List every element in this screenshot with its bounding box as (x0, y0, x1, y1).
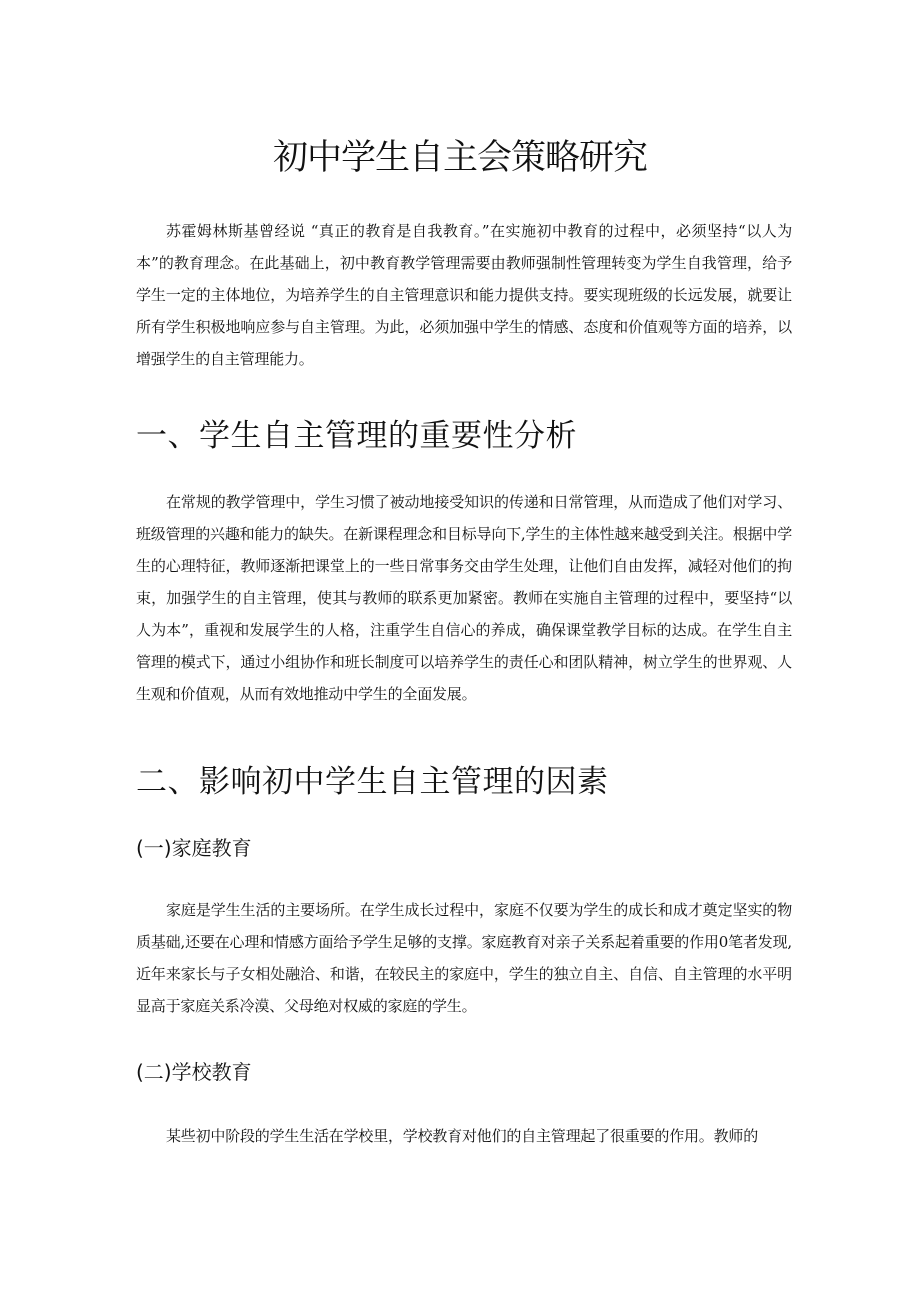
subsection-school-heading: (二)学校教育 (136, 1060, 252, 1084)
subsection-family-heading: (一)家庭教育 (136, 836, 252, 860)
section-2-heading: 二、影响初中学生自主管理的因素 (136, 764, 609, 800)
intro-paragraph: 苏霍姆林斯基曾经说 “真正的教育是自我教育。”在实施初中教育的过程中，必须坚持“以人为本”的教育理念。在此基础上，初中教育教学管理需要由教师强制性管理转变为学生自我管理，给予学生一定的主体地位，为培养学生的自主管理意识和能力提供支持。要实现班级的长远发展，就要让所有学生积极地响应参与自主管理。为此，必须加强中学生的情感、态度和价值观等方面的培养，以增强学生的自主管理能力。 (136, 222, 792, 368)
section-1-heading: 一、学生自主管理的重要性分析 (136, 418, 577, 454)
subsection-family-paragraph: 家庭是学生生活的主要场所。在学生成长过程中，家庭不仅要为学生的成长和成才奠定坚实的物质基础,还要在心理和情感方面给予学生足够的支撑。家庭教育对亲子关系起着重要的作用0笔者发现,近年来家长与子女相处融洽、和谐，在较民主的家庭中，学生的独立自主、自信、自主管理的水平明显高于家庭关系冷漠、父母绝对权威的家庭的学生。 (136, 901, 792, 1015)
document-title: 初中学生自主会策略研究 (272, 138, 647, 178)
subsection-school-paragraph: 某些初中阶段的学生生活在学校里，学校教育对他们的自主管理起了很重要的作用。教师的 (166, 1127, 759, 1145)
section-1-paragraph: 在常规的教学管理中，学生习惯了被动地接受知识的传递和日常管理，从而造成了他们对学习、班级管理的兴趣和能力的缺失。在新课程理念和目标导向下,学生的主体性越来越受到关注。根据中学生的心理特征，教师逐渐把课堂上的一些日常事务交由学生处理，让他们自由发挥，减轻对他们的拘束，加强学生的自主管理，使其与教师的联系更加紧密。教师在实施自主管理的过程中，要坚持“以人为本”，重视和发展学生的人格，注重学生自信心的养成，确保课堂教学目标的达成。在学生自主管理的模式下，通过小组协作和班长制度可以培养学生的责任心和团队精神，树立学生的世界观、人生观和价值观，从而有效地推动中学生的全面发展。 (136, 493, 792, 703)
